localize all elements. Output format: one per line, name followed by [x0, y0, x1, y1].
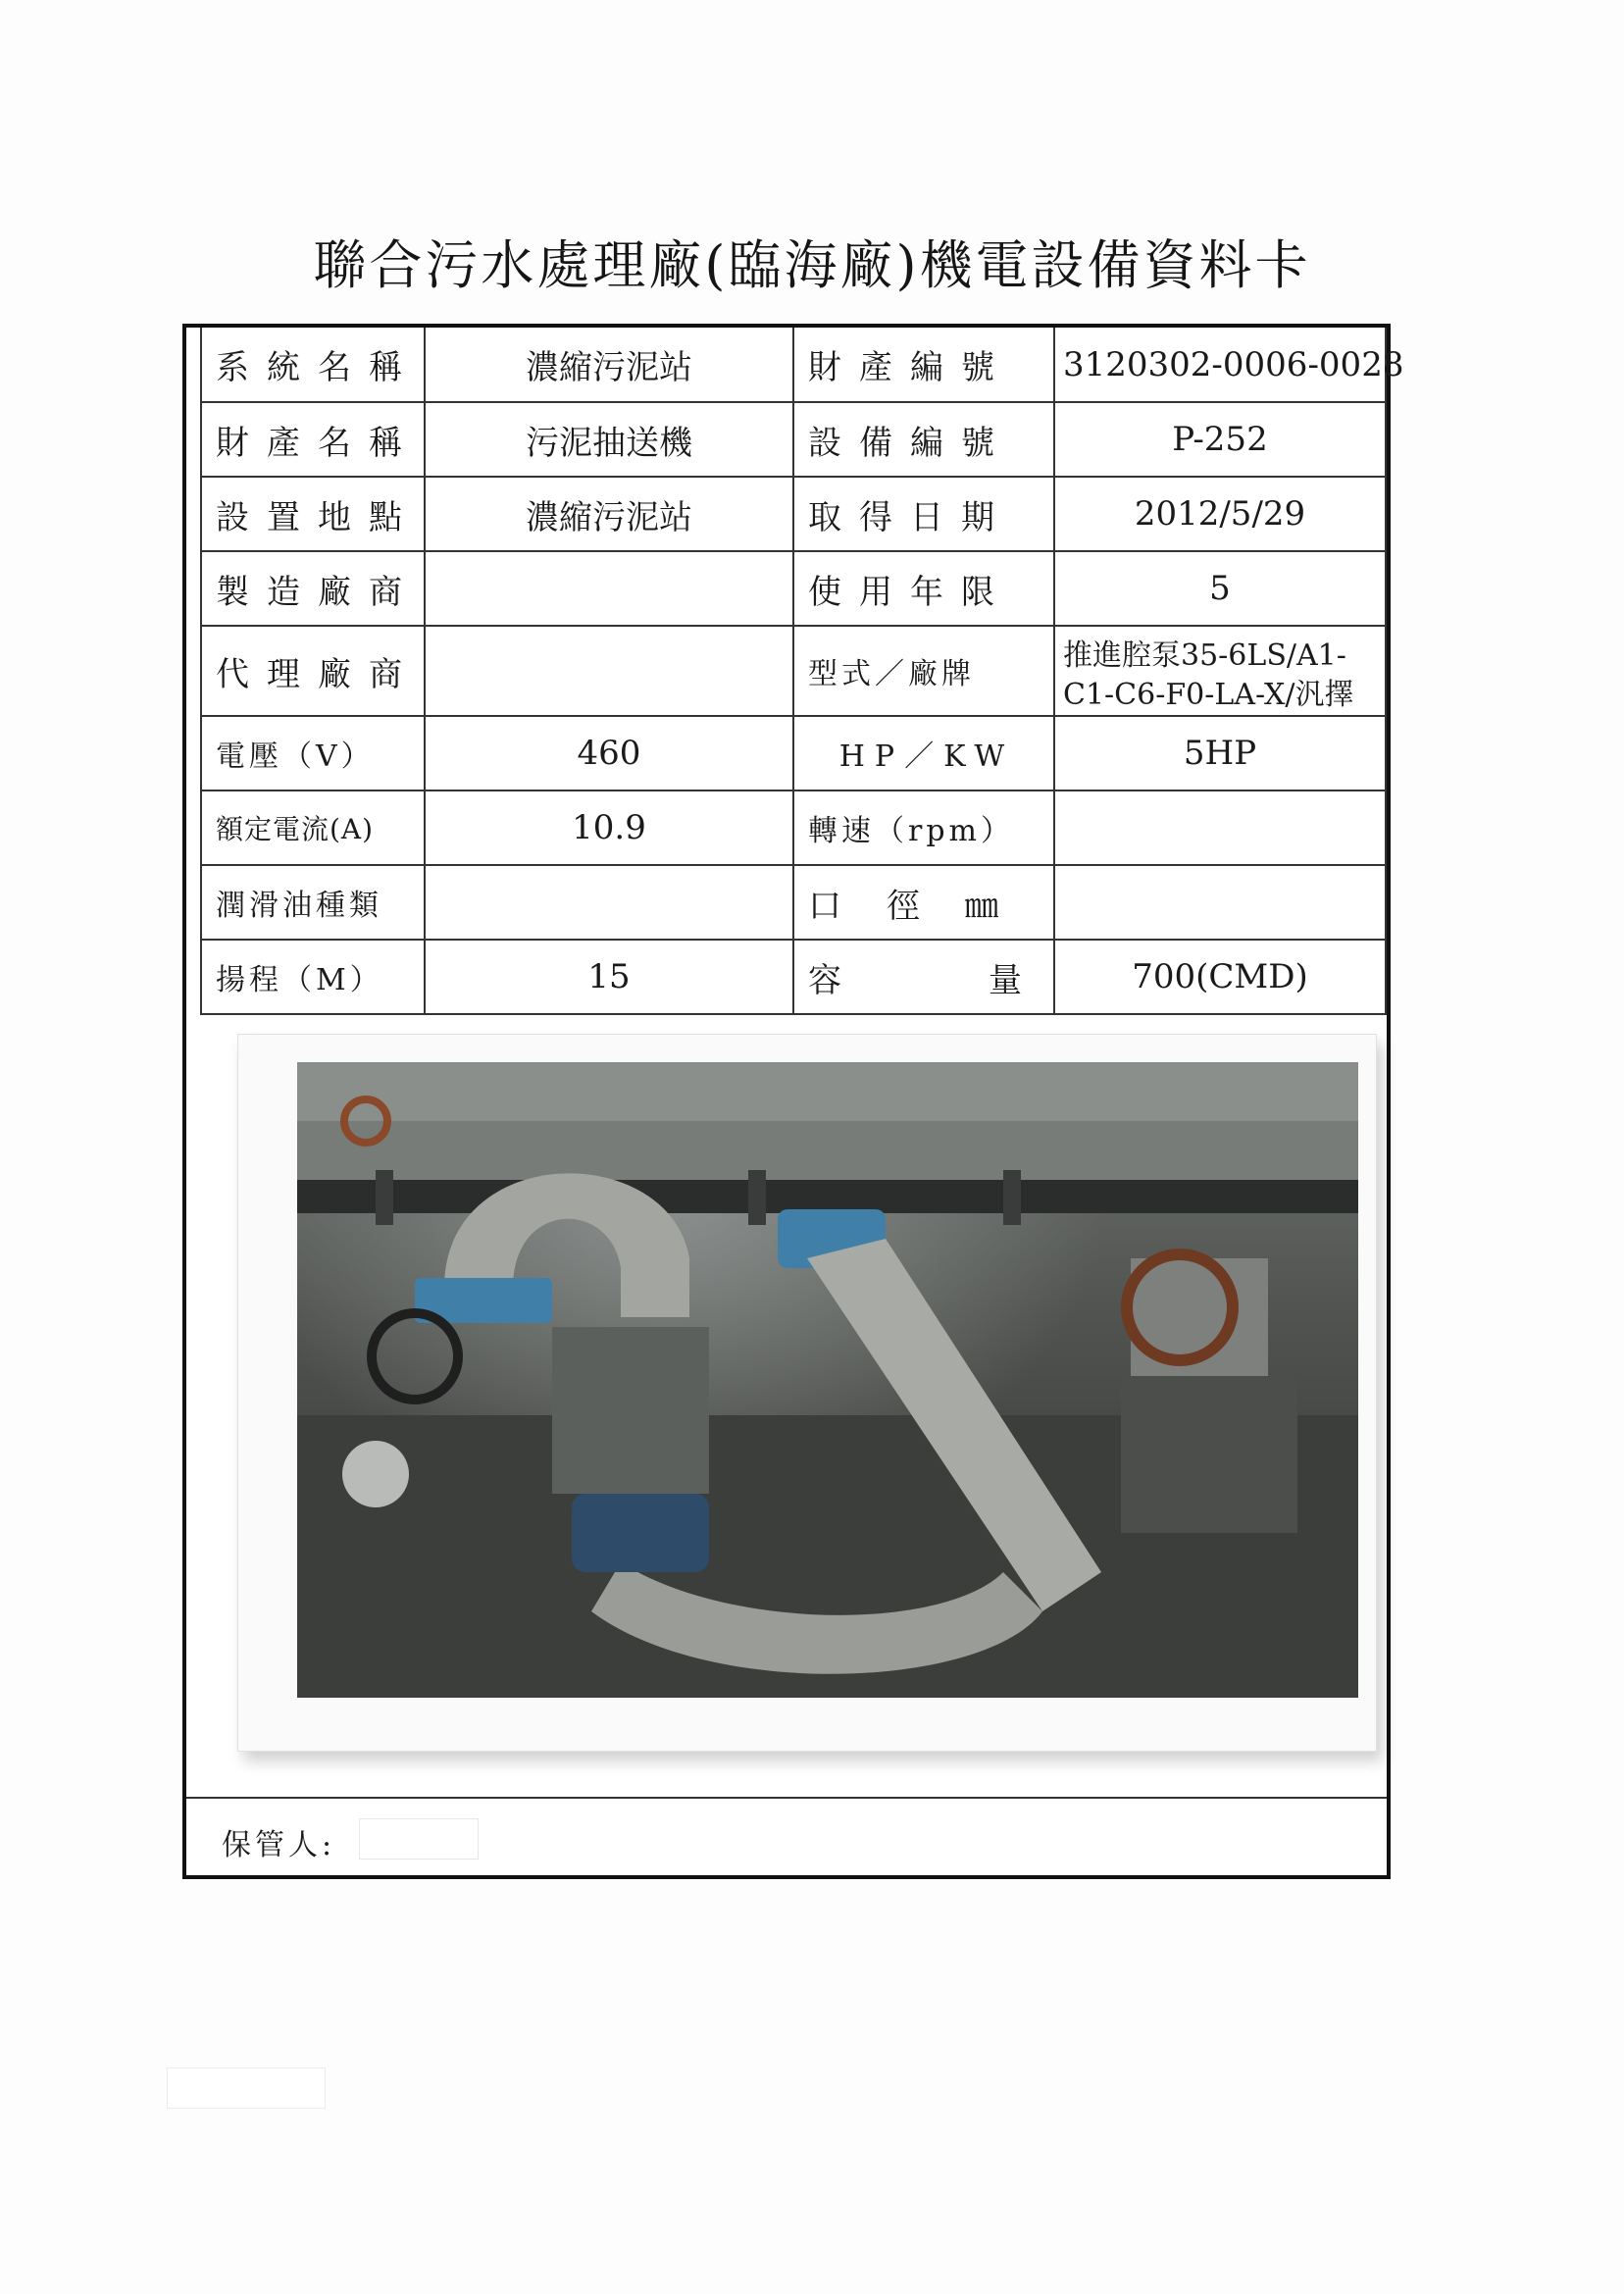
voltage-label: 電壓（V） [201, 716, 425, 790]
location-label: 設置地點 [201, 477, 425, 551]
custodian-label: 保管人: [222, 1828, 336, 1862]
service-life-value: 5 [1054, 551, 1386, 626]
hp-kw-label: HP／KW [793, 716, 1054, 790]
table-row [201, 402, 1386, 477]
equipment-number-label: 設備編號 [793, 402, 1054, 477]
agent-label: 代理廠商 [201, 626, 425, 716]
capacity-value: 700(CMD) [1054, 940, 1386, 1014]
equipment-number-value: P-252 [1054, 402, 1386, 477]
system-name-label: 系統名稱 [201, 328, 425, 402]
table-row [201, 551, 1386, 626]
system-name-value: 濃縮污泥站 [425, 328, 793, 402]
hp-kw-value: 5HP [1054, 716, 1386, 790]
head-value: 15 [425, 940, 793, 1014]
spec-table [200, 328, 1404, 1015]
table-row [201, 716, 1386, 790]
equipment-photo [297, 1062, 1358, 1698]
acquired-date-label: 取得日期 [793, 477, 1054, 551]
asset-name-value: 污泥抽送機 [425, 402, 793, 477]
location-value: 濃縮污泥站 [425, 477, 793, 551]
blank-patch [167, 2067, 326, 2109]
equipment-card [182, 324, 1404, 1879]
lubricant-label: 潤滑油種類 [201, 865, 425, 940]
custodian-field[interactable] [359, 1818, 479, 1860]
acquired-date-value: 2012/5/29 [1054, 477, 1386, 551]
asset-name-label: 財產名稱 [201, 402, 425, 477]
table-row [201, 626, 1386, 716]
document-title: 聯合污水處理廠(臨海廠)機電設備資料卡 [313, 234, 1311, 296]
rated-current-label: 額定電流(A) [201, 790, 425, 865]
table-row [201, 940, 1386, 1014]
manufacturer-label: 製造廠商 [201, 551, 425, 626]
lubricant-value [425, 865, 793, 940]
photo-frame [237, 1034, 1377, 1752]
table-row [201, 477, 1386, 551]
manufacturer-value [425, 551, 793, 626]
model-brand-value: 推進腔泵35-6LS/A1-C1-C6-F0-LA-X/汎擇 [1054, 626, 1386, 716]
service-life-label: 使用年限 [793, 551, 1054, 626]
rpm-label: 轉速（rpm） [793, 790, 1054, 865]
table-row [201, 790, 1386, 865]
diameter-value [1054, 865, 1386, 940]
model-brand-label: 型式／廠牌 [793, 626, 1054, 716]
pump-photo-illustration [297, 1062, 1358, 1698]
table-row [201, 865, 1386, 940]
custodian-row [186, 1797, 1387, 1877]
capacity-label: 容量 [793, 940, 1054, 1014]
diameter-label: 口徑㎜ [793, 865, 1054, 940]
asset-number-value: 3120302-0006-0028 [1054, 328, 1386, 402]
voltage-value: 460 [425, 716, 793, 790]
rpm-value [1054, 790, 1386, 865]
agent-value [425, 626, 793, 716]
asset-number-label: 財產編號 [793, 328, 1054, 402]
rated-current-value: 10.9 [425, 790, 793, 865]
table-row [201, 328, 1386, 402]
head-label: 揚程（M） [201, 940, 425, 1014]
